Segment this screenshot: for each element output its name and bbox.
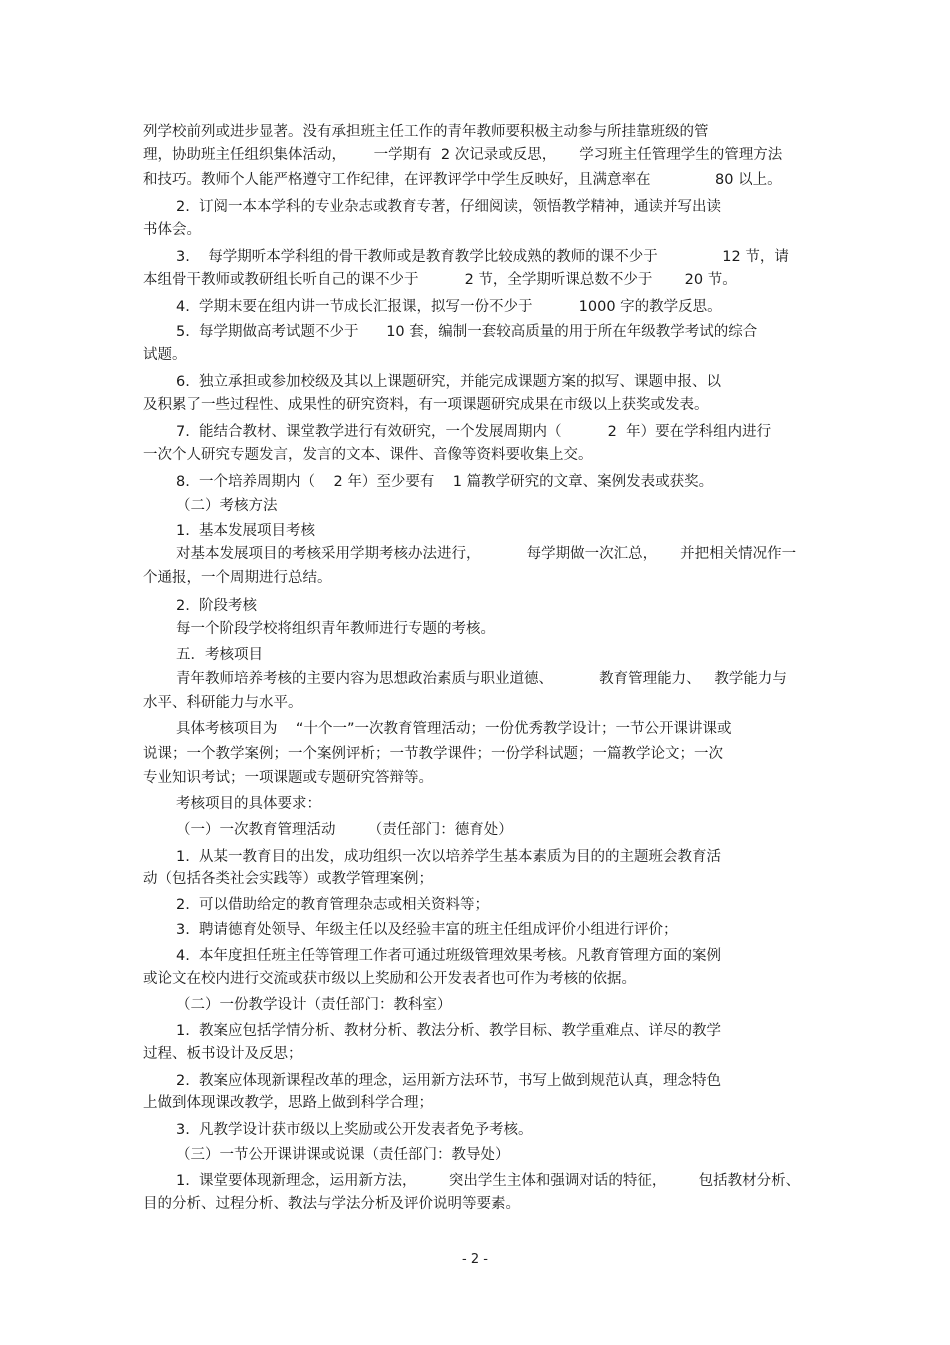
text-line: 过程、板书设计及反思； <box>143 1046 303 1062</box>
text-line: 7. 能结合教材、课堂教学进行有效研究，一个发展周期内（ 2 年）要在学科组内进行 <box>176 424 772 440</box>
text-line: 五．考核项目 <box>176 647 263 663</box>
text-line: 动（包括各类社会实践等）或教学管理案例； <box>143 871 433 887</box>
text-line: 1. 从某一教育目的出发，成功组织一次以培养学生基本素质为目的的主题班会教育活 <box>176 849 722 865</box>
text-line: 5. 每学期做高考试题不少于 10 套，编制一套较高质量的用于所在年级教学考试的综合 <box>176 324 758 340</box>
text-line: 上做到体现课改教学，思路上做到科学合理； <box>143 1095 433 1111</box>
text-line: 考核项目的具体要求： <box>176 796 321 812</box>
text-line: 目的分析、过程分析、教法与学法分析及评价说明等要素。 <box>143 1196 520 1212</box>
text-line: 个通报，一个周期进行总结。 <box>143 570 332 586</box>
text-line: 说课；一个教学案例；一个案例评析；一节教学课件；一份学科试题；一篇教学论文；一次 <box>143 746 723 762</box>
text-line: 6. 独立承担或参加校级及其以上课题研究，并能完成课题方案的拟写、课题申报、以 <box>176 374 722 390</box>
text-line: 2. 可以借助给定的教育管理杂志或相关资料等； <box>176 897 490 913</box>
text-line: 青年教师培养考核的主要内容为思想政治素质与职业道德、 教育管理能力、 教学能力与 <box>176 671 787 687</box>
text-line: 4. 本年度担任班主任等管理工作者可通过班级管理效果考核。凡教育管理方面的案例 <box>176 948 722 964</box>
text-line: （二）一份教学设计（责任部门：教科室） <box>176 997 452 1013</box>
text-line: 具体考核项目为 “十个一”一次教育管理活动；一份优秀教学设计；一节公开课讲课或 <box>176 721 732 737</box>
text-line: 3. 凡教学设计获市级以上奖励或公开发表者免予考核。 <box>176 1122 533 1138</box>
text-line: 理，协助班主任组织集体活动， 一学期有 2 次记录或反思， 学习班主任管理学生的管理方法 <box>143 147 783 163</box>
text-line: 试题。 <box>143 347 187 363</box>
text-line: 2. 教案应体现新课程改革的理念，运用新方法环节，书写上做到规范认真，理念特色 <box>176 1073 722 1089</box>
text-line: （三）一节公开课讲课或说课（责任部门：教导处） <box>176 1147 510 1163</box>
text-line: 3. 聘请德育处领导、年级主任以及经验丰富的班主任组成评价小组进行评价； <box>176 922 678 938</box>
text-line: 书体会。 <box>143 222 201 238</box>
page-number: - 2 - <box>462 1252 488 1267</box>
text-line: 一次个人研究专题发言，发言的文本、课件、音像等资料要收集上交。 <box>143 447 593 463</box>
text-line: 及积累了一些过程性、成果性的研究资料，有一项课题研究成果在市级以上获奖或发表。 <box>143 397 709 413</box>
text-line: 本组骨干教师或教研组长听自己的课不少于 2 节，全学期听课总数不少于 20 节。 <box>143 272 737 288</box>
text-line: 1. 教案应包括学情分析、教材分析、教法分析、教学目标、教学重难点、详尽的教学 <box>176 1023 722 1039</box>
text-line: 1. 课堂要体现新理念，运用新方法， 突出学生主体和强调对话的特征， 包括教材分析、 <box>176 1173 801 1189</box>
text-line: 8. 一个培养周期内（ 2 年）至少要有 1 篇教学研究的文章、案例发表或获奖。 <box>176 474 714 490</box>
text-line: 专业知识考试；一项课题或专题研究答辩等。 <box>143 770 433 786</box>
text-line: 1. 基本发展项目考核 <box>176 523 316 539</box>
text-line: 3. 每学期听本学科组的骨干教师或是教育教学比较成熟的教师的课不少于 12 节，请 <box>176 249 789 265</box>
text-line: 2. 阶段考核 <box>176 598 258 614</box>
text-line: 每一个阶段学校将组织青年教师进行专题的考核。 <box>176 621 495 637</box>
text-line: 2. 订阅一本本学科的专业杂志或教育专著，仔细阅读，领悟教学精神，通读并写出读 <box>176 199 722 215</box>
text-line: 列学校前列或进步显著。没有承担班主任工作的青年教师要积极主动参与所挂靠班级的管 <box>143 124 709 140</box>
text-line: 和技巧。教师个人能严格遵守工作纪律，在评教评学中学生反映好，且满意率在 80 以上。 <box>143 172 782 188</box>
text-line: 水平、科研能力与水平。 <box>143 695 303 711</box>
text-line: （一）一次教育管理活动 （责任部门：德育处） <box>176 822 513 838</box>
text-line: 或论文在校内进行交流或获市级以上奖励和公开发表者也可作为考核的依据。 <box>143 971 636 987</box>
text-line: （二）考核方法 <box>176 498 278 514</box>
text-line: 4. 学期末要在组内讲一节成长汇报课，拟写一份不少于 1000 字的教学反思。 <box>176 299 722 315</box>
text-line: 对基本发展项目的考核采用学期考核办法进行， 每学期做一次汇总， 并把相关情况作一 <box>176 546 797 562</box>
